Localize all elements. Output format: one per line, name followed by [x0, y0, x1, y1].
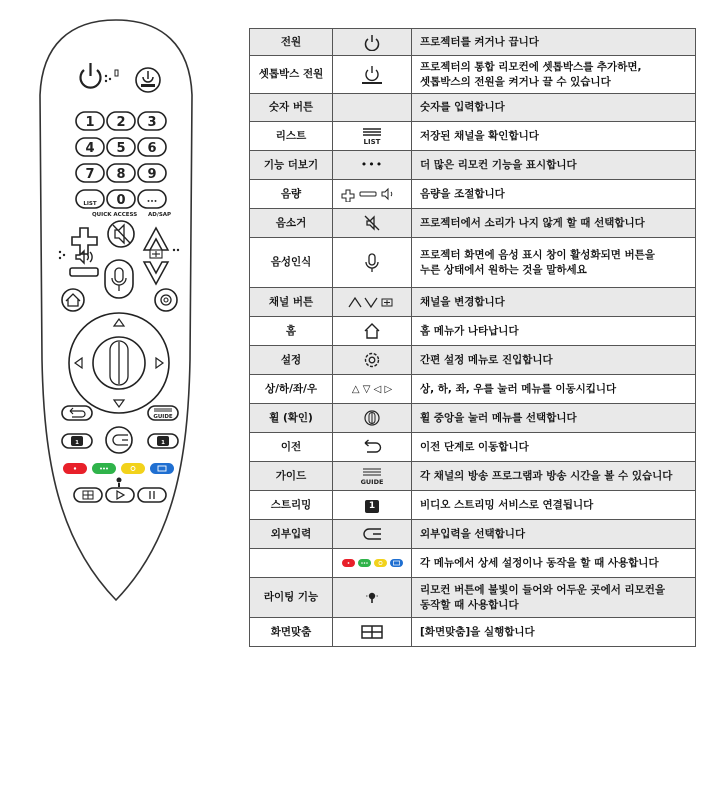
- light-icon: [333, 578, 412, 618]
- volume-icon: [333, 180, 412, 209]
- guide-key-label: GUIDE: [153, 414, 173, 420]
- row-name: 리스트: [250, 122, 333, 151]
- table-row: [250, 238, 696, 288]
- row-description: 저장된 채널을 확인합니다: [412, 122, 696, 151]
- row-description: 상, 하, 좌, 우를 눌러 메뉴를 이동시킵니다: [412, 375, 696, 404]
- row-description: 프로젝터를 켜거나 끕니다: [412, 29, 696, 56]
- back-button[interactable]: [62, 406, 92, 420]
- yellow-key[interactable]: [121, 463, 145, 474]
- table-row: [250, 578, 696, 618]
- screen-fit-icon: [333, 618, 412, 647]
- dpad[interactable]: [69, 313, 169, 413]
- row-icon-empty: [333, 94, 412, 122]
- guide-button[interactable]: [148, 406, 178, 420]
- table-row: [250, 288, 696, 317]
- color-buttons-icon: [333, 549, 412, 578]
- table-row: [250, 346, 696, 375]
- number-key-label-8: 8: [116, 167, 126, 182]
- row-name: 전원: [250, 29, 333, 56]
- guide-icon: [333, 462, 412, 491]
- row-description: 숫자를 입력합니다: [412, 94, 696, 122]
- table-row: [250, 317, 696, 346]
- input-button[interactable]: [106, 427, 132, 453]
- table-row: [250, 491, 696, 520]
- mute-icon: [333, 209, 412, 238]
- button-function-table: [249, 28, 696, 647]
- arrows-icon: [333, 375, 412, 404]
- row-description-line-2: 셋톱박스의 전원을 켜거나 끌 수 있습니다: [420, 75, 611, 88]
- screen-fit-button[interactable]: [74, 488, 102, 502]
- row-description: [화면맞춤]을 실행합니다: [412, 618, 696, 647]
- row-description: 비디오 스트리밍 서비스로 연결됩니다: [412, 491, 696, 520]
- blue-key[interactable]: [150, 463, 174, 474]
- streaming-icon-label: 1: [365, 500, 379, 513]
- more-icon: [333, 151, 412, 180]
- volume-down-button[interactable]: [70, 268, 98, 276]
- table-row: [250, 151, 696, 180]
- number-key-label-9: 9: [147, 167, 157, 182]
- number-key-label-0: 0: [116, 193, 126, 208]
- wheel-icon: [333, 404, 412, 433]
- settop-power-icon: [333, 56, 412, 94]
- row-description: [412, 56, 696, 94]
- row-description: 음량을 조절합니다: [412, 180, 696, 209]
- row-name: 휠 (확인): [250, 404, 333, 433]
- row-description: 외부입력을 선택합니다: [412, 520, 696, 549]
- row-description: 휠 중앙을 눌러 메뉴를 선택합니다: [412, 404, 696, 433]
- row-name: 홈: [250, 317, 333, 346]
- row-description: 프로젝터에서 소리가 나지 않게 할 때 선택합니다: [412, 209, 696, 238]
- row-name: 음량: [250, 180, 333, 209]
- row-description: 각 메뉴에서 상세 설정이나 동작을 할 때 사용합니다: [412, 549, 696, 578]
- row-description-line-2: 동작할 때 사용합니다: [420, 598, 519, 611]
- number-key-label-1: 1: [85, 115, 95, 130]
- more-icon-label: •••: [360, 158, 384, 171]
- row-description-line-2: 누른 상태에서 원하는 것을 말하세요: [420, 263, 587, 276]
- list-icon: [333, 122, 412, 151]
- table-row: [250, 462, 696, 491]
- table-row: [250, 375, 696, 404]
- streaming-key-right-label: 1: [161, 440, 165, 446]
- table-row: [250, 29, 696, 56]
- number-key-label-5: 5: [116, 141, 126, 156]
- settings-icon: [333, 346, 412, 375]
- number-key-label-6: 6: [147, 141, 157, 156]
- list-icon-label: LIST: [363, 138, 381, 146]
- home-button[interactable]: [62, 289, 84, 311]
- row-name: 기능 더보기: [250, 151, 333, 180]
- number-key-label-3: 3: [147, 115, 157, 130]
- row-description: 채널을 변경합니다: [412, 288, 696, 317]
- streaming-icon: [333, 491, 412, 520]
- pause-button[interactable]: [138, 488, 166, 502]
- input-icon: [333, 520, 412, 549]
- table-row: [250, 209, 696, 238]
- number-key-label-2: 2: [116, 115, 126, 130]
- table-row: [250, 180, 696, 209]
- mute-button[interactable]: [108, 221, 134, 247]
- ad-sap-label: AD/SAP: [148, 212, 172, 218]
- row-name: 음성인식: [250, 238, 333, 288]
- row-name: 설정: [250, 346, 333, 375]
- table-row: [250, 433, 696, 462]
- row-description: 각 채널의 방송 프로그램과 방송 시간을 볼 수 있습니다: [412, 462, 696, 491]
- row-name: 상/하/좌/우: [250, 375, 333, 404]
- streaming-button-right[interactable]: [148, 434, 178, 448]
- row-description: 이전 단계로 이동합니다: [412, 433, 696, 462]
- voice-button[interactable]: [105, 260, 133, 298]
- row-description: 간편 설정 메뉴로 진입합니다: [412, 346, 696, 375]
- row-name: 채널 버튼: [250, 288, 333, 317]
- row-description-line-1: 프로젝터 화면에 음성 표시 창이 활성화되면 버튼을: [420, 248, 655, 261]
- table-row: [250, 618, 696, 647]
- row-description: 더 많은 리모컨 기능을 표시합니다: [412, 151, 696, 180]
- row-name: 셋톱박스 전원: [250, 56, 333, 94]
- table-row: [250, 404, 696, 433]
- row-name: 화면맞춤: [250, 618, 333, 647]
- table-row: [250, 549, 696, 578]
- streaming-button-left[interactable]: [62, 434, 92, 448]
- microphone-icon: [333, 238, 412, 288]
- table-row: [250, 520, 696, 549]
- row-name: [250, 549, 333, 578]
- table-row: [250, 56, 696, 94]
- settings-button[interactable]: [155, 289, 177, 311]
- row-description-line-1: 프로젝터의 통합 리모컨에 셋톱박스를 추가하면,: [420, 60, 642, 73]
- more-key-label: •••: [146, 199, 158, 205]
- row-description: [412, 238, 696, 288]
- row-name: 외부입력: [250, 520, 333, 549]
- row-name: 숫자 버튼: [250, 94, 333, 122]
- table-row: [250, 94, 696, 122]
- remote-control-illustration: [0, 0, 230, 797]
- table-row: [250, 122, 696, 151]
- back-icon: [333, 433, 412, 462]
- arrows-icon-label: △ ▽ ◁ ▷: [351, 383, 393, 395]
- number-key-label-4: 4: [85, 141, 95, 156]
- streaming-key-left-label: 1: [75, 440, 79, 446]
- list-key-label: LIST: [83, 201, 97, 207]
- row-name: 가이드: [250, 462, 333, 491]
- power-icon: [333, 29, 412, 56]
- guide-icon-label: GUIDE: [360, 478, 384, 486]
- row-description: [412, 578, 696, 618]
- row-name: 이전: [250, 433, 333, 462]
- row-description: 홈 메뉴가 나타납니다: [412, 317, 696, 346]
- home-icon: [333, 317, 412, 346]
- channel-icon: [333, 288, 412, 317]
- row-name: 라이팅 기능: [250, 578, 333, 618]
- number-key-label-7: 7: [85, 167, 95, 182]
- row-description-line-1: 리모컨 버튼에 불빛이 들어와 어두운 곳에서 리모컨을: [420, 583, 666, 596]
- row-name: 음소거: [250, 209, 333, 238]
- quick-access-label: QUICK ACCESS: [92, 212, 138, 218]
- row-name: 스트리밍: [250, 491, 333, 520]
- play-button[interactable]: [106, 488, 134, 502]
